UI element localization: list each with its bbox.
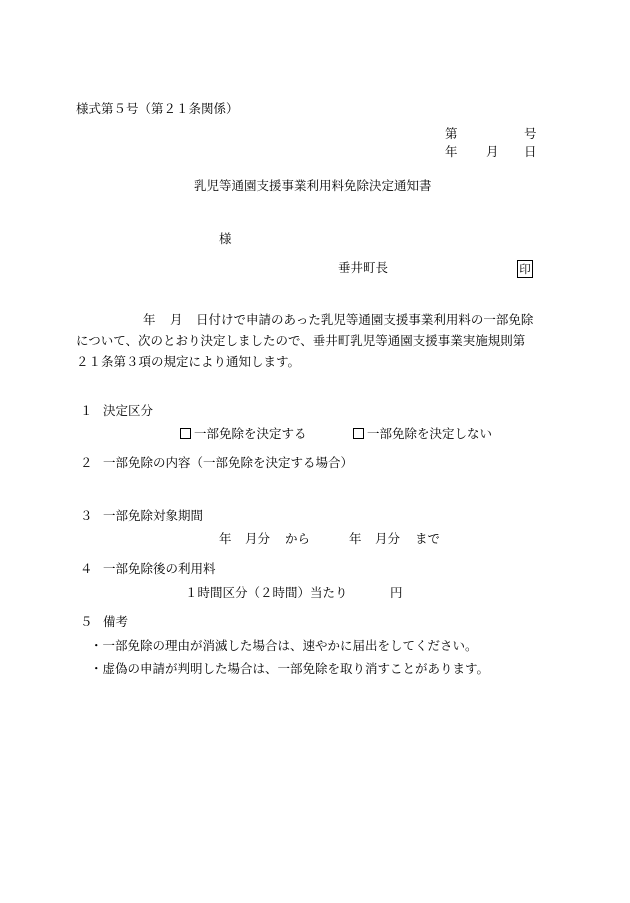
document-title: 乳児等通園支援事業利用料免除決定通知書: [194, 178, 432, 193]
remark-2: ・虚偽の申請が判明した場合は、一部免除を取り消すことがあります。: [90, 661, 490, 676]
option-decide-label: 一部免除を決定する: [194, 426, 307, 441]
issuer-name: 垂井町長: [338, 260, 389, 275]
fee-yen: 円: [390, 585, 403, 600]
section-1-number: １: [80, 403, 93, 418]
intro-line-1-part-3: 日付けで申請のあった乳児等通園支援事業利用料の一部免除: [196, 312, 534, 327]
date-day: 日: [524, 144, 537, 159]
option-decide-exemption[interactable]: [180, 428, 307, 441]
seal-mark: 印: [517, 260, 533, 278]
section-4-number: ４: [80, 561, 93, 576]
section-1-title: 決定区分: [103, 403, 154, 418]
intro-line-1-part-2: 月: [170, 312, 183, 327]
intro-line-2: について、次のとおり決定しましたので、垂井町乳児等通園支援事業実施規則第: [76, 333, 526, 348]
intro-line-1-part-1: 年: [143, 312, 156, 327]
section-3-title: 一部免除対象期間: [103, 508, 204, 523]
remark-1: ・一部免除の理由が消滅した場合は、速やかに届出をしてください。: [90, 638, 478, 653]
fee-unit-text: １時間区分（２時間）当たり: [185, 585, 348, 600]
doc-number-prefix: 第: [445, 126, 458, 141]
period-start-year: 年: [219, 531, 232, 546]
section-4-title: 一部免除後の利用料: [103, 561, 216, 576]
section-5-number: ５: [80, 614, 93, 629]
period-start-month: 月分: [245, 531, 271, 546]
period-from: から: [285, 531, 311, 546]
period-end-year: 年: [349, 531, 362, 546]
checkbox-decide[interactable]: [180, 428, 191, 439]
doc-number-suffix: 号: [524, 126, 537, 141]
section-2-number: ２: [80, 455, 93, 470]
checkbox-not-decide[interactable]: [353, 428, 364, 439]
period-to: まで: [415, 531, 441, 546]
option-not-decide-label: 一部免除を決定しない: [367, 426, 493, 441]
section-2-title: 一部免除の内容（一部免除を決定する場合）: [103, 455, 354, 470]
date-year: 年: [445, 144, 458, 159]
addressee-suffix: 様: [219, 231, 232, 246]
section-5-title: 備考: [103, 614, 129, 629]
intro-line-3: ２１条第３項の規定により通知します。: [76, 354, 301, 369]
option-not-decide-exemption[interactable]: [353, 428, 492, 441]
form-label: 様式第５号（第２１条関係）: [76, 101, 239, 116]
period-end-month: 月分: [375, 531, 401, 546]
section-3-number: ３: [80, 508, 93, 523]
date-month: 月: [486, 144, 499, 159]
